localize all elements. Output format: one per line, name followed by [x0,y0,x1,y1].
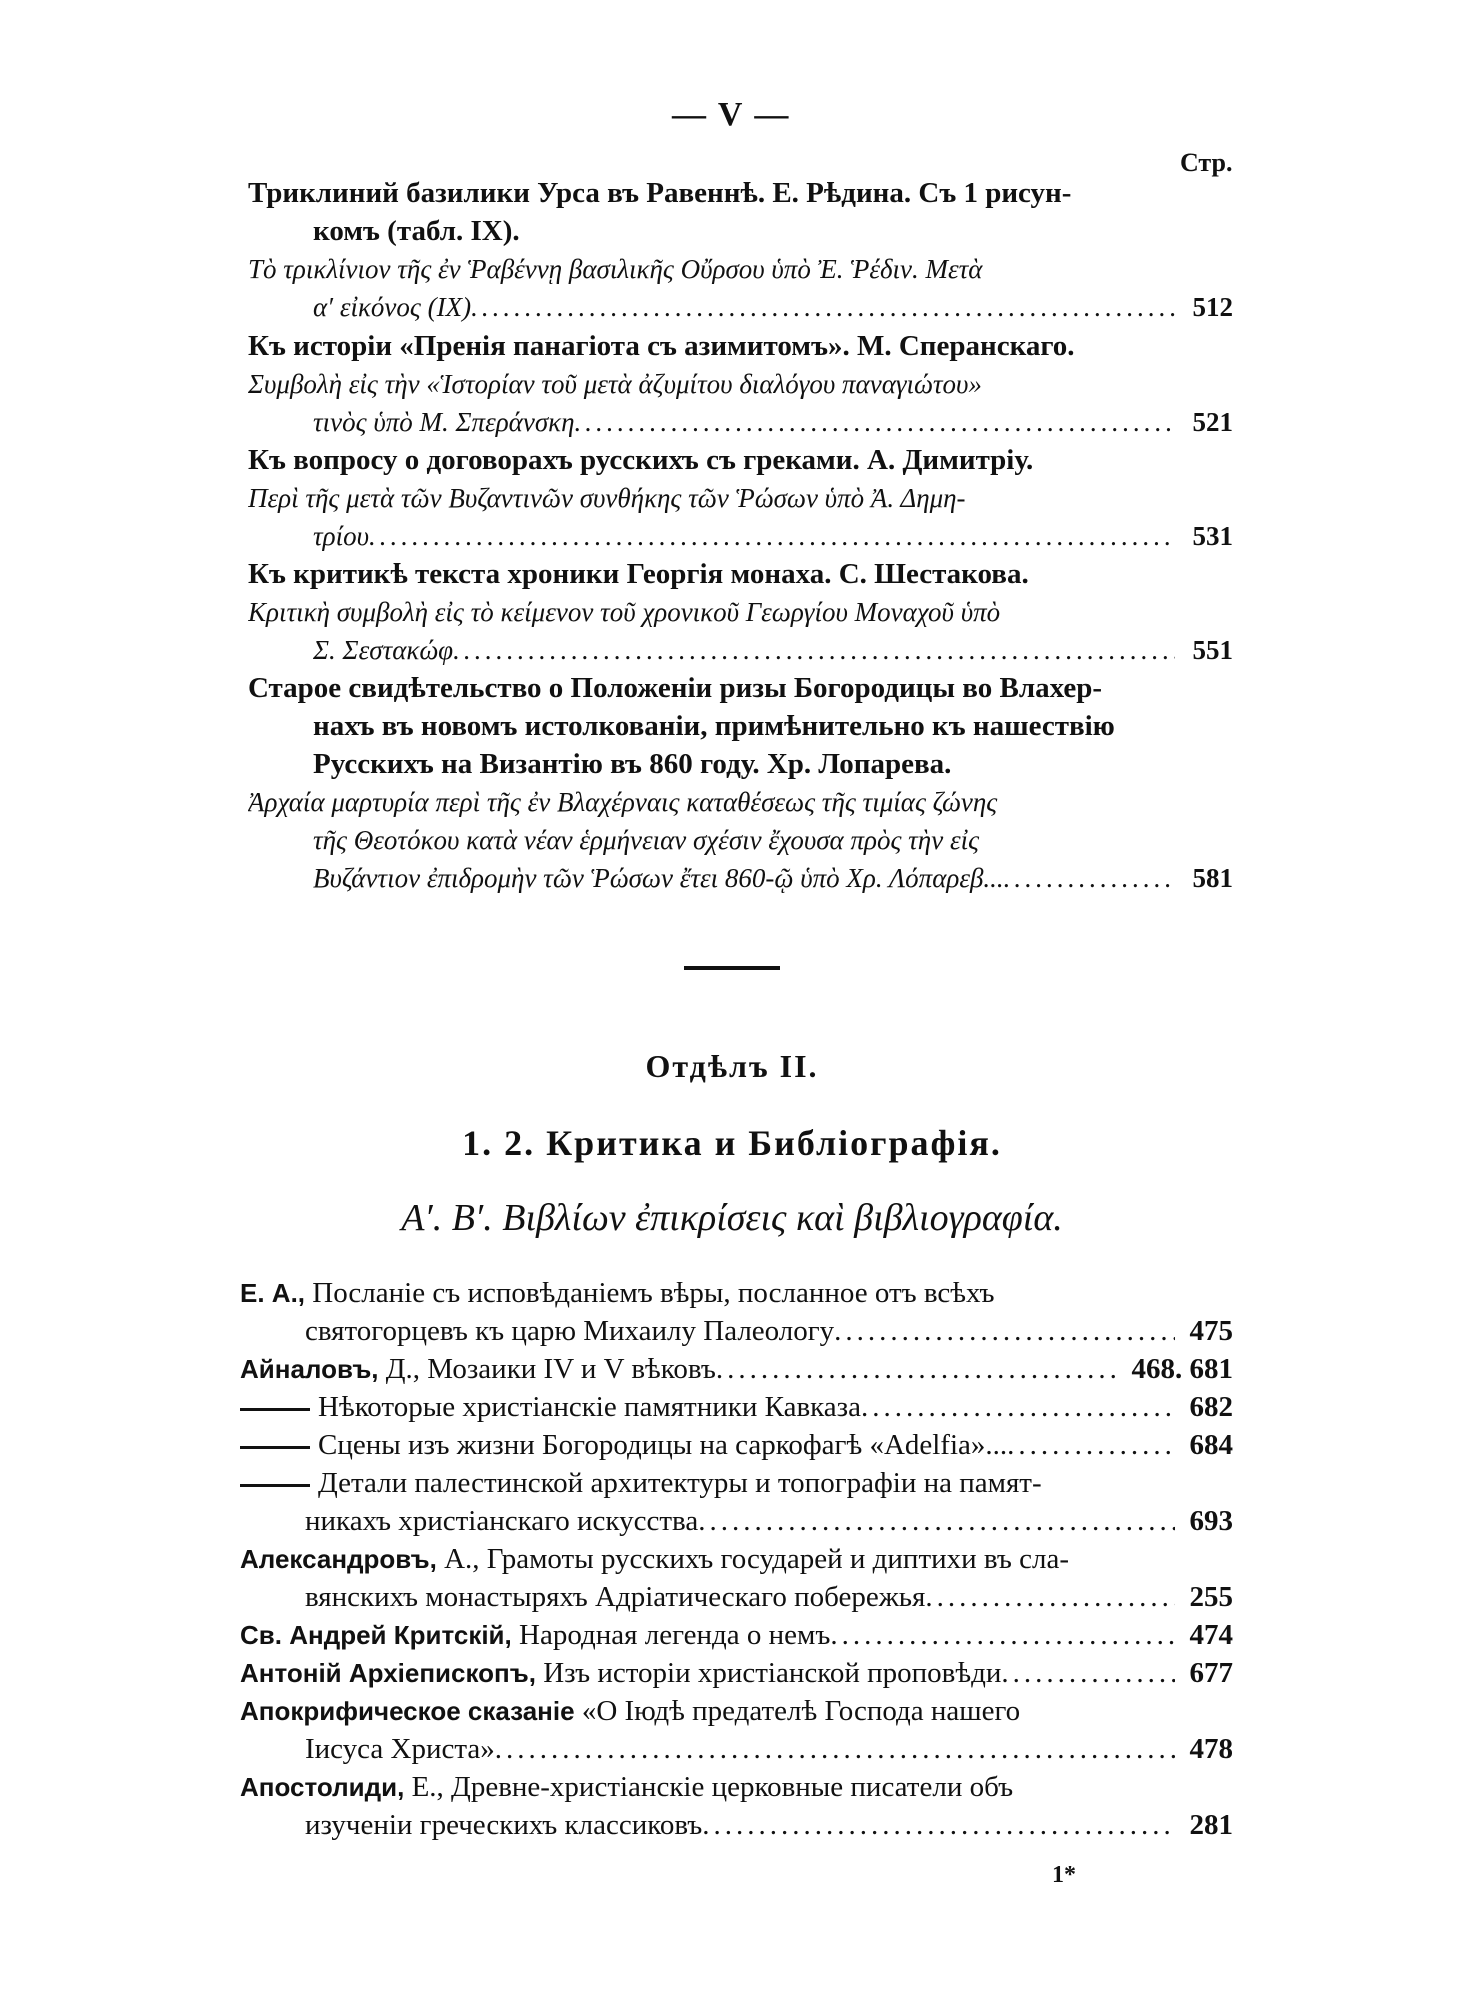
entry-title-ru-cont: нахъ въ новомъ истолкованіи, примѣнительно къ нашествію [313,710,1115,742]
author: Апокрифическое сказаніе [240,1696,575,1726]
entry-leader-line [240,1616,1233,1654]
title-cont: Іисуса Христа» [305,1733,495,1765]
dot-leader [698,1502,1175,1540]
toc-entry [248,327,1233,441]
entry-leader-line [240,1350,1233,1388]
title: Нѣкоторые христіанскіе памятники Кавказа [318,1391,861,1423]
dot-leader [1007,1426,1175,1464]
section-subtitle: 1. 2. Критика и Библіографія. [462,1123,1002,1163]
entry-leader-line [240,1426,1233,1464]
dot-leader [1001,1654,1175,1692]
page-number: 512 [1192,292,1233,322]
page-number: 684 [1189,1429,1233,1461]
entry-leader-line [248,517,1233,555]
title: Изъ исторіи христіанской проповѣди [543,1657,1002,1689]
title: Народная легенда о немъ [519,1619,831,1651]
entry-title-gr-cont: α′ εἰκόνος (IX) [313,292,472,322]
page-column-label: Стр. [1180,148,1233,177]
title-cont: вянскихъ монастыряхъ Адріатическаго побережья [305,1581,926,1613]
section-title: Отдѣлъ II. [645,1048,819,1084]
dot-leader [1004,859,1175,897]
entry-leader-line [240,1806,1233,1844]
section-divider [684,966,780,970]
page-number: 478 [1189,1733,1233,1765]
title-cont: никахъ христіанскаго искусства [305,1505,699,1537]
entry-title-ru: Къ исторіи «Пренія панагіота съ азимитомъ». М. Сперанскаго. [248,330,1075,362]
entry-title-gr-cont: τῆς Θεοτόκου κατὰ νέαν ἑρμήνειαν σχέσιν ἔχουσα πρὸς τὴν εἰς [313,825,980,855]
dot-leader [830,1616,1175,1654]
entry-leader-line [240,1502,1233,1540]
entry-title-ru: Къ вопросу о договорахъ русскихъ съ греками. А. Димитріу. [248,444,1034,476]
entry-leader-line [248,631,1233,669]
page-number: 474 [1189,1619,1233,1651]
page-number: 468. 681 [1131,1353,1233,1385]
section-subtitle-greek: Α′. Β′. Βιβλίων ἐπικρίσεις καὶ βιβλιογραφία. [401,1197,1063,1239]
toc-entry [248,174,1233,326]
bibliography-list [240,1274,1233,1844]
entry-title-gr-cont: Βυζάντιον ἐπιδρομὴν τῶν Ῥώσων ἔτει 860-ῷ ὑπὸ Χρ. Λόπαρεβ... [313,863,1004,893]
title: Д., Мозаики IV и V вѣковъ [385,1353,716,1385]
dot-leader [471,288,1175,326]
page-number: 693 [1189,1505,1233,1537]
entry-leader-line [248,859,1233,897]
entry-leader-line [248,288,1233,326]
running-head: — V — [672,96,791,133]
bib-entry-line [240,1540,1233,1578]
title-cont: святогорцевъ къ царю Михаилу Палеологу [305,1315,835,1347]
page-number: 581 [1192,863,1233,893]
entry-title-gr-cont: τρίου [313,521,370,551]
dot-leader [453,631,1175,669]
title-cont: изученіи греческихъ классиковъ [305,1809,703,1841]
page-number: 531 [1192,521,1233,551]
entry-title-gr: Περὶ τῆς μετὰ τῶν Βυζαντινῶν συνθήκης τῶν Ῥώσων ὑπὸ Ἀ. Δημη- [248,483,966,513]
title: Сцены изъ жизни Богородицы на саркофагѣ «Adelfia»... [318,1429,1008,1461]
page-number: 521 [1192,407,1233,437]
signature-mark: 1* [1052,1862,1076,1888]
title: Е., Древне-христіанскіе церковные писатели объ [411,1771,1014,1803]
bib-entry-line [240,1768,1233,1806]
author: Е. А., [240,1278,306,1308]
dot-leader [834,1312,1175,1350]
entry-title-gr-cont: τινὸς ὑπὸ Μ. Σπεράνσκη [313,407,575,437]
entry-leader-line [240,1578,1233,1616]
entry-title-gr-cont: Σ. Σεστακώφ [313,635,454,665]
page-number: 677 [1189,1657,1233,1689]
dot-leader [495,1730,1175,1768]
dot-leader [716,1350,1122,1388]
page-number: 551 [1192,635,1233,665]
dot-leader [575,403,1175,441]
author: Александровъ, [240,1544,437,1574]
bib-entry-line [240,1692,1233,1730]
page-number: 255 [1189,1581,1233,1613]
title: Посланіе съ исповѣданіемъ вѣры, посланное отъ всѣхъ [312,1277,995,1309]
entry-title-gr: Κριτικὴ συμβολὴ εἰς τὸ κείμενον τοῦ χρονικοῦ Γεωργίου Μοναχοῦ ὑπὸ [248,597,1001,627]
entry-title-ru: Къ критикѣ текста хроники Георгія монаха. С. Шестакова. [248,558,1029,590]
author: Св. Андрей Критскій, [240,1620,512,1650]
dot-leader [925,1578,1175,1616]
author: Айналовъ, [240,1354,379,1384]
entry-title-ru-cont: комъ (табл. IX). [313,215,520,247]
ditto-dash [240,1446,310,1449]
entry-title-gr: Συμβολὴ εἰς τὴν «Ἱστορίαν τοῦ μετὰ ἀζυμίτου διαλόγου παναγιώτου» [248,369,982,399]
ditto-dash [240,1408,310,1411]
toc-entry [248,669,1233,897]
toc-entry [248,555,1233,669]
entry-title-ru: Триклиний базилики Урса въ Равеннѣ. Е. Рѣдина. Съ 1 рисун- [248,177,1072,209]
entry-leader-line [240,1654,1233,1692]
bib-entry-line [240,1274,1233,1312]
bib-entry-line [240,1464,1233,1502]
title: А., Грамоты русскихъ государей и диптихи въ сла- [444,1543,1069,1575]
dot-leader [861,1388,1175,1426]
entry-leader-line [240,1312,1233,1350]
ditto-dash [240,1484,310,1487]
entry-title-ru: Старое свидѣтельство о Положеніи ризы Богородицы во Влахер- [248,672,1103,704]
entry-leader-line [240,1730,1233,1768]
dot-leader [369,517,1175,555]
entry-leader-line [240,1388,1233,1426]
title: «О Іюдѣ предателѣ Господа нашего [581,1695,1021,1727]
entry-leader-line [248,403,1233,441]
page-number: 475 [1189,1315,1233,1347]
entry-title-ru-cont: Русскихъ на Византію въ 860 году. Хр. Лопарева. [313,748,952,780]
entry-title-gr: Τὸ τρικλίνιον τῆς ἐν Ῥαβέννῃ βασιλικῆς Οὔρσου ὑπὸ Ἐ. Ῥέδιν. Μετὰ [248,254,983,284]
page-number: 281 [1189,1809,1233,1841]
entry-title-gr: Ἀρχαία μαρτυρία περὶ τῆς ἐν Βλαχέρναις καταθέσεως τῆς τιμίας ζώνης [248,787,998,817]
toc-entry [248,441,1233,555]
author: Антоній Архіепископъ, [240,1658,536,1688]
author: Апостолиди, [240,1772,405,1802]
title: Детали палестинской архитектуры и топографіи на памят- [318,1467,1042,1499]
page-number: 682 [1189,1391,1233,1423]
dot-leader [702,1806,1175,1844]
